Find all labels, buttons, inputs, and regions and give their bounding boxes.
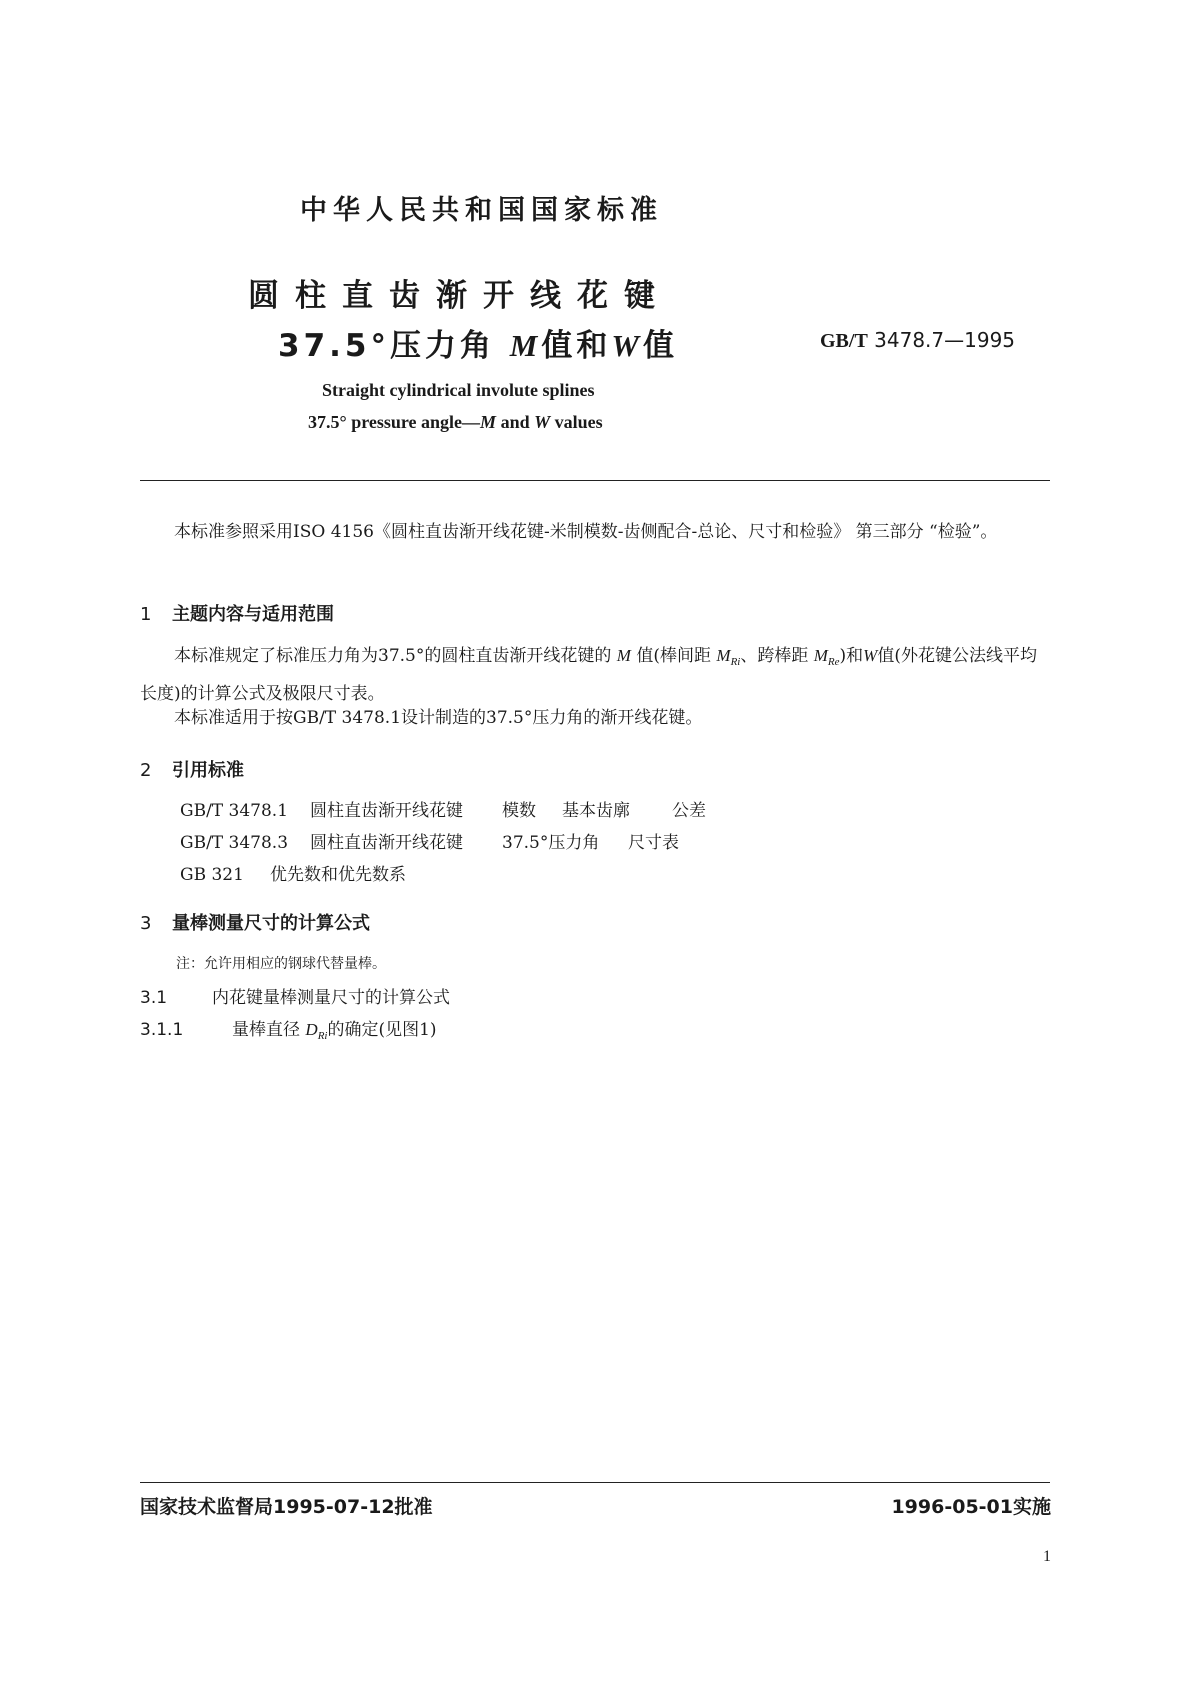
page-number: 1 (1043, 1548, 1051, 1565)
standard-code-prefix: GB/T (820, 330, 868, 352)
header-divider (140, 480, 1050, 481)
reference-title: 圆柱直齿渐开线花键 (310, 801, 463, 821)
reference-title: 圆柱直齿渐开线花键 (310, 833, 463, 853)
section-3-title: 量棒测量尺寸的计算公式 (172, 913, 370, 934)
title-cn-line1: 圆柱直齿渐开线花键 (248, 278, 671, 314)
reference-item (180, 859, 706, 891)
title-cn-line2-prefix: 37.5°压力角 (278, 328, 495, 364)
note-text: 注：允许用相应的钢球代替量棒。 (176, 956, 386, 972)
reference-title: 优先数和优先数系 (270, 865, 406, 885)
national-standard-heading: 中华人民共和国国家标准 (300, 195, 663, 226)
m-symbol: M (616, 646, 631, 665)
section-3-heading (140, 909, 370, 935)
section-2-number: 2 (140, 760, 152, 781)
subsection-3-1 (140, 983, 450, 1008)
title-en-line2-suffix: values (550, 412, 603, 432)
title-cn-line2 (278, 320, 678, 365)
w-symbol: W (863, 646, 878, 665)
section-1-paragraph-2: 本标准适用于按GB/T 3478.1设计制造的37.5°压力角的渐开线花键。 (174, 708, 703, 728)
subsection-3-1-1-number: 3.1.1 (140, 1020, 184, 1040)
mri-subscript: Ri (730, 656, 741, 669)
title-en-and: and (496, 412, 535, 432)
section-1-title: 主题内容与适用范围 (172, 604, 334, 625)
para1-text-b: 值(棒间距 (636, 646, 711, 666)
title-en-line1: Straight cylindrical involute splines (322, 380, 595, 400)
standard-code-number: 3478.7—1995 (874, 328, 1016, 352)
reference-item (180, 795, 706, 827)
section-1-paragraph-1 (140, 640, 1050, 710)
title-en-w-symbol: W (534, 412, 551, 432)
approval-date: 国家技术监督局1995-07-12批准 (140, 1496, 433, 1518)
mre-subscript: Re (827, 656, 840, 669)
standard-code (820, 328, 1015, 353)
d-subscript: Ri (317, 1030, 328, 1043)
reference-part: 37.5°压力角 (502, 833, 600, 853)
title-en-line2-prefix: 37.5° pressure angle— (308, 412, 481, 432)
reference-part: 模数 (502, 801, 536, 821)
reference-item (180, 827, 706, 859)
subsection-3-1-number: 3.1 (140, 988, 168, 1008)
para1-text-e: 值(外花键公法线平均长度)的计算公式及极限尺寸表。 (140, 646, 1037, 705)
subsection-3-1-1-title-a: 量棒直径 (232, 1020, 300, 1040)
intro-paragraph: 本标准参照采用ISO 4156《圆柱直齿渐开线花键-米制模数-齿侧配合-总论、尺寸和检验》 第三部分 “检验”。 (174, 522, 998, 542)
section-2-heading (140, 756, 244, 782)
title-cn-w-symbol: W (611, 328, 643, 363)
reference-code: GB/T 3478.1 (180, 801, 289, 821)
d-symbol: D (305, 1020, 318, 1039)
footer-divider (140, 1482, 1050, 1483)
mre-symbol: M (813, 646, 828, 665)
title-cn-line2-suffix: 值 (642, 328, 678, 364)
subsection-3-1-1-title-b: 的确定(见图1) (327, 1020, 437, 1040)
para1-text-c: 、跨棒距 (740, 646, 809, 666)
reference-list (180, 795, 706, 891)
subsection-3-1-title: 内花键量棒测量尺寸的计算公式 (212, 988, 450, 1008)
section-2-title: 引用标准 (172, 760, 244, 781)
reference-part: 尺寸表 (628, 833, 679, 853)
reference-code: GB 321 (180, 865, 244, 885)
reference-part: 公差 (672, 801, 706, 821)
title-en-line2 (308, 412, 603, 433)
subsection-3-1-1 (140, 1015, 437, 1042)
para1-text-d: )和 (839, 646, 864, 666)
reference-code: GB/T 3478.3 (180, 833, 289, 853)
title-cn-line2-mid: 值和 (541, 328, 612, 364)
section-1-heading (140, 600, 334, 626)
title-en-m-symbol: M (480, 412, 497, 432)
section-1-number: 1 (140, 604, 152, 625)
mri-symbol: M (716, 646, 731, 665)
title-cn-m-symbol: M (509, 328, 542, 363)
section-3-number: 3 (140, 913, 152, 934)
para1-text-a: 本标准规定了标准压力角为37.5°的圆柱直齿渐开线花键的 (174, 646, 612, 666)
reference-part: 基本齿廓 (562, 801, 630, 821)
implementation-date: 1996-05-01实施 (891, 1496, 1051, 1518)
